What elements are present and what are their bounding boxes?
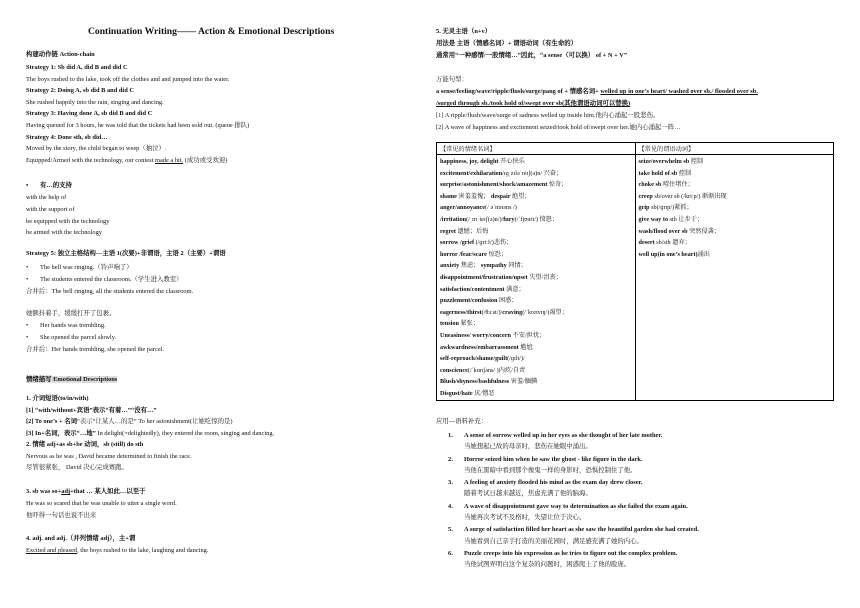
emotion-noun-row: Blush/shyness/bashfulness 害羞/腼腆	[440, 378, 538, 386]
predicate-verb-row: wash/flood over sb 突然侵袭；	[638, 227, 721, 235]
point-3b: 他吓得一句话也说不出来	[26, 512, 97, 519]
emotion-noun-row: shame 害羞羞愧； despair 绝望；	[440, 192, 531, 200]
formula-line-2: /surged through sb./took hold of/swept over sb(其他谓语动词可以替换)	[436, 100, 631, 107]
action-chain-line: Having queued for 3 hours, he was told that the tickets had been sold out. (queue 排队)	[26, 122, 250, 129]
emotion-noun-row: awkwardness/embarrassment 尴尬	[440, 343, 533, 351]
formula-line-1: a sense/feeling/wave/ripple/flush/surge/pang of + 情感名词+ welled up in one’s heart/ washed over sb./ flooded over sb.	[436, 88, 758, 95]
table-header-nouns: 【常见的情绪名词】	[437, 143, 636, 155]
application-example-cn: 当她再次考试不及格时，失望让位于决心。	[464, 514, 586, 521]
emotion-noun-row: puzzlement/confusion 困惑；	[440, 297, 518, 305]
support-line: with the support of	[26, 205, 75, 213]
merge-line-1: 合并后：The bell ringing, all the students entered the classroom.	[26, 288, 194, 295]
point-1: 1. 介词短语(to/in/with)	[26, 395, 89, 402]
support-line: with the help of	[26, 194, 67, 201]
application-example-en: 4. A wave of disappointment gave way to determination as she failed the exam again.	[448, 502, 688, 510]
predicate-verb-row: creep sb/over sb (/kriːp/) 渐渐出现	[638, 192, 727, 200]
predicate-verb-row: give way to sth 让步于；	[638, 215, 704, 223]
page-title: Continuation Writing—— Action & Emotional Descriptions	[88, 26, 335, 37]
emotion-noun-row: happiness, joy, delight 开心快乐	[440, 158, 525, 165]
action-chain-line: Moved by the story, the child began to weep（抽泣）.	[26, 145, 167, 153]
application-example-cn: 当她想起已故的母亲时，悲伤在她眼中涌出。	[464, 443, 592, 451]
point-2a: Nervous as he was , David became determined to finish the race.	[26, 453, 192, 460]
point-3: 3. sb was so+adj+that … 某人如此…以至于	[26, 488, 146, 495]
action-chain-line: Strategy 2: Doing A, sb did B and did C	[26, 87, 134, 95]
application-example-cn: 当她看到自己亲手打造的美丽花园时，满足感充满了她的内心。	[464, 537, 643, 545]
verb-cell	[635, 155, 834, 401]
bullet-bell: • The bell was ringing.（铃声响了）	[26, 264, 133, 272]
section-heading-action-chain: 构建动作链 Action-chain	[26, 51, 95, 58]
emotion-noun-row: anxiety 焦虑； sympathy 同情；	[440, 262, 527, 270]
noun-cell	[437, 155, 636, 401]
emotional-heading: 情绪描写 Emotional Descriptions	[26, 376, 118, 383]
action-chain-line: Strategy 4: Done sth, sb did…	[26, 133, 108, 141]
predicate-verb-row: well up(in one’s heart)涌出	[638, 250, 710, 258]
support-line: be equipped with the technology	[26, 217, 110, 225]
point-1c: [3] In+名词，表示“…地” In delight(=delightedly), they entered the room, singing and dancing.	[26, 430, 275, 437]
table-header-verbs: 【常见的谓语动词】	[635, 143, 834, 155]
point-2: 2. 情绪 adj+as sb+be 动词，sb (still) do sth	[26, 441, 144, 448]
emotion-noun-row: eagerness/thirst(/θɜːst/)/craving(/ˈkreɪvɪŋ/)渴望；	[440, 308, 568, 316]
application-example-en: 2. Horror seized him when he saw the ghost - like figure in the dark.	[448, 455, 643, 463]
predicate-verb-row: desert sb/sth 遗弃；	[638, 239, 691, 247]
chinese-prompt: 她额抖着手，缓缓打开了包裹。	[26, 310, 116, 317]
emotion-noun-row: excitement/exhilaration/ɪɡˌzɪləˈreɪʃ(ə)n/ 兴奋；	[440, 169, 563, 177]
usage-line: 用法是 主语（情感名词）+ 谓语动词（有生命的）	[436, 40, 578, 47]
emotion-verb-table	[436, 142, 834, 401]
strategy5-heading: Strategy 5: 独立主格结构---主语 1(次要)+非谓语，主语 2（主要）+谓语	[26, 250, 226, 257]
predicate-verb-row: choke sb 噎住堵住；	[638, 181, 694, 189]
emotion-noun-row: sorrow /grief (/ɡriːf/)悲伤；	[440, 239, 513, 247]
emotion-noun-row: Uneasiness/ worry/concern 不安/担忧；	[440, 331, 546, 339]
predicate-verb-row: take hold of sb 控制	[638, 169, 692, 177]
emotion-noun-row: anger/annoyance(/ əˈnɒɪəns /)	[440, 204, 517, 212]
support-heading: • 有…的支持	[26, 182, 72, 190]
action-chain-line: The boys rushed to the lake, took off the clothes and and jumped into the water.	[26, 75, 230, 83]
action-chain-line: She rushed happily into the rain, singing and dancing.	[26, 98, 164, 106]
emotion-noun-row: horror /fear/scare 惊恐；	[440, 250, 508, 258]
example-1: [1] A ripple/flush/wave/surge of sadness welled up inside him.他内心涌起一股悲伤。	[436, 112, 660, 119]
capable-heading: 万能句型：	[436, 76, 468, 83]
action-chain-line: Strategy 1: Sb did A, did B and did C	[26, 64, 128, 71]
emotion-noun-row: Disgust/hate 厌/憎恶	[440, 389, 495, 397]
emotion-noun-row: regret 遗憾；后悔	[440, 227, 489, 235]
point-1a: [1] “with/without+宾语”表示“有着…”“没有…”	[26, 407, 157, 414]
bullet-students: • The students entered the classroom.（学生进入教室）	[26, 276, 183, 284]
emotion-noun-row: tension 紧张；	[440, 320, 480, 328]
emotion-noun-row: disappointment/frustration/upset 失望/沮丧；	[440, 273, 562, 281]
section5-heading: 5. 无灵主语（n+v）	[436, 28, 492, 35]
emotion-noun-row: surprise/astonishment/shock/amazement 惊奇；	[440, 181, 568, 189]
point-3a: He was so scared that he was unable to utter a single word.	[26, 500, 177, 507]
point-4a: Excited and pleased, the boys rushed to the lake, laughing and dancing.	[26, 547, 209, 554]
point-1b: [2] To one’s + 名词“表示“让某人…的是” To her astonishment(让她吃惊的是)	[26, 418, 233, 425]
merge-line-2: 合并后：Her hands trembling, she opened the parcel.	[26, 346, 165, 353]
application-example-en: 1. A sense of sorrow welled up in her eyes as she thought of her late mother.	[448, 432, 663, 439]
point-2b: 尽管很紧张， David 决心完成赛跑。	[26, 464, 128, 471]
application-example-en: 6. Puzzle creeps into his expression as he tries to figure out the complex problem.	[448, 550, 678, 557]
application-example-cn: 当他在黑暗中看到那个像鬼一样的身影时，恐惧控制住了他。	[464, 466, 637, 474]
application-heading: 应用---语料补充：	[436, 418, 488, 425]
bullet-parcel: • She opened the parcel slowly.	[26, 334, 116, 342]
equipped-line: Equipped/Armed with the technology, our contest made a hit. (成功或受欢迎)	[26, 157, 228, 164]
action-chain-line: Strategy 3: Having done A, sb did B and did C	[26, 110, 153, 118]
usage-line-2: 通常用“一种感情/一股情绪…”因此，“a sense（可以换） of + N + V”	[436, 52, 628, 59]
application-example-cn: 当他试图弄明白这个复杂的问题时，困惑爬上了他的脸庞。	[464, 561, 631, 569]
bullet-hands: • Her hands was trembling.	[26, 322, 106, 330]
emotion-noun-row: conscience(/ˈkɒnʃəns/ )内疚/自责	[440, 366, 526, 374]
application-example-cn: 随着考试日越来越近，焦虑充满了他的脑海。	[464, 490, 592, 498]
emotion-noun-row: self-reproach/shame/guilt(/ɡɪlt/)/	[440, 355, 525, 363]
example-2: [2] A wave of happiness and excitement seized/took hold of/swept over her.她内心涌起一阵…	[436, 124, 681, 131]
point-4: 4. adj. and adj.（并列情绪 adj），主+谓	[26, 535, 136, 542]
support-line: be armed with the technology	[26, 229, 102, 237]
application-example-en: 3. A feeling of anxiety flooded his mind as the exam day drew closer.	[448, 479, 643, 487]
predicate-verb-row: seize/overwhelm sb 控制	[638, 158, 704, 165]
emotion-noun-row: /irritation(/ˌɪrɪˈteɪʃ(ə)n/)/fury(/ˈfjʊəri/) 愤怒；	[440, 215, 559, 223]
application-example-en: 5. A surge of satisfaction filled her heart as she saw the beautiful garden she had created.	[448, 526, 699, 534]
predicate-verb-row: grip sb(/ɡrɪp/)紧抓；	[638, 204, 693, 212]
emotion-noun-row: satisfaction/contentment 满意；	[440, 285, 525, 293]
